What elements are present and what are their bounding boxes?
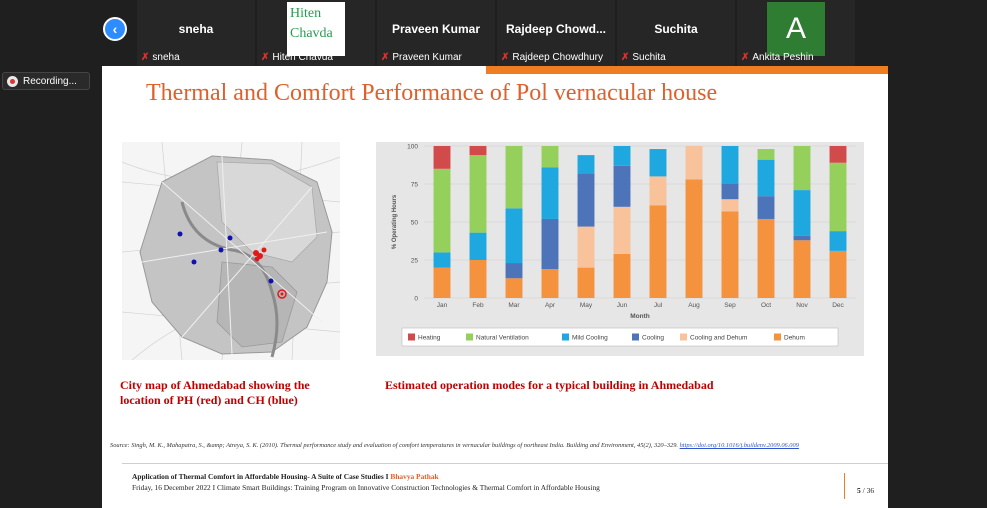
- chart-bar-segment: [758, 160, 775, 196]
- mic-muted-icon: ✗: [501, 52, 510, 63]
- chart-bar-segment: [614, 166, 631, 207]
- footer-separator: I: [385, 472, 389, 481]
- chart-legend-swatch: [408, 334, 415, 341]
- participant-tile-suchita[interactable]: [617, 0, 735, 66]
- slide-title: Thermal and Comfort Performance of Pol vernacular house: [146, 80, 718, 106]
- recording-indicator[interactable]: [2, 72, 90, 90]
- chart-bar-segment: [578, 227, 595, 268]
- participant-label: Ankita Peshin: [752, 52, 814, 63]
- chart-bar-segment: [506, 208, 523, 263]
- chart-bar-segment: [578, 268, 595, 298]
- chart-bar-segment: [830, 251, 847, 298]
- chart-caption: Estimated operation modes for a typical building in Ahmedabad: [385, 378, 714, 392]
- participant-name: sneha: [178, 22, 214, 36]
- chart-x-tick-label: Oct: [760, 302, 772, 309]
- chart-legend-label: Cooling: [642, 334, 665, 342]
- chart-x-tick-label: Jul: [653, 302, 663, 309]
- chart-bar-segment: [722, 211, 739, 298]
- participant-label: sneha: [152, 52, 180, 63]
- participant-tile-ankita[interactable]: [737, 0, 855, 66]
- participant-strip: [0, 0, 987, 66]
- chart-bar-segment: [434, 268, 451, 298]
- footer-event-line: [132, 483, 600, 492]
- slide-accent-bar: [486, 66, 888, 74]
- chart-bar-segment: [686, 179, 703, 298]
- chart-bar-segment: [758, 196, 775, 219]
- chart-y-tick-label: 25: [410, 257, 418, 265]
- chart-x-tick-label: Sep: [724, 302, 736, 309]
- page-current: 5: [857, 486, 861, 495]
- chart-bar-segment: [722, 199, 739, 211]
- ahmedabad-map-image: [122, 142, 340, 360]
- chart-bar-segment: [578, 155, 595, 173]
- shared-slide: [102, 66, 888, 508]
- footer-event: Climate Smart Buildings: Training Program on Innovative Construction Technologies & Thermal Comfort in Affordable Housing: [216, 483, 600, 492]
- chart-x-tick-label: Dec: [832, 302, 844, 309]
- chart-bar-segment: [794, 236, 811, 241]
- footer-page-divider: [844, 473, 845, 499]
- chart-bar-segment: [506, 263, 523, 278]
- map-caption: City map of Ahmedabad showing the location of PH (red) and CH (blue): [120, 378, 310, 407]
- avatar: A: [767, 2, 825, 56]
- chart-bar-segment: [614, 146, 631, 166]
- chart-bar-segment: [434, 252, 451, 267]
- footer-date: Friday, 16 December 2022: [132, 483, 211, 492]
- chart-legend: [402, 328, 838, 346]
- chart-legend-label: Mild Cooling: [572, 334, 608, 342]
- chart-bar-segment: [542, 167, 559, 219]
- chart-y-tick-label: 50: [410, 219, 418, 227]
- chart-bar-segment: [722, 146, 739, 184]
- chart-bar-segment: [542, 146, 559, 167]
- participant-tile-rajdeep[interactable]: [497, 0, 615, 66]
- chart-bar-segment: [434, 146, 451, 169]
- chart-bar-segment: [830, 231, 847, 251]
- chart-bar-segment: [506, 278, 523, 298]
- chart-bar-segment: [470, 233, 487, 260]
- chart-bar-segment: [506, 146, 523, 208]
- footer-author: Bhavya Pathak: [390, 472, 439, 481]
- chart-legend-swatch: [774, 334, 781, 341]
- chart-bar-segment: [470, 146, 487, 155]
- chart-bar-segment: [758, 149, 775, 160]
- footer-title: Application of Thermal Comfort in Affordable Housing- A Suite of Case Studies: [132, 472, 384, 481]
- participant-name: Suchita: [654, 22, 698, 36]
- recording-label: Recording...: [23, 75, 77, 87]
- chart-legend-swatch: [466, 334, 473, 341]
- chart-legend-swatch: [632, 334, 639, 341]
- footer-separator-2: I: [212, 483, 216, 492]
- chart-bar-segment: [542, 219, 559, 269]
- chart-y-axis-label: % Operating Hours: [392, 194, 398, 250]
- chart-bar-segment: [470, 260, 487, 298]
- participant-label: Hiten Chavda: [272, 52, 333, 63]
- page-number: [857, 486, 874, 495]
- chart-bar-segment: [542, 269, 559, 298]
- chart-legend-swatch: [680, 334, 687, 341]
- chart-x-tick-label: Jan: [436, 302, 448, 309]
- chart-bar-segment: [794, 240, 811, 298]
- participant-tile-praveen[interactable]: [377, 0, 495, 66]
- chart-y-tick-label: 100: [407, 143, 418, 151]
- chart-y-tick-label: 75: [410, 181, 418, 189]
- source-text: Source: Singh, M. K., Mahapatra, S., &amp; Atreya, S. K. (2010). Thermal performance study and evaluation of comfort temperatures in vernacular buildings of northeast India. Building and Environment, 45(2), 320–329.: [110, 442, 678, 449]
- chart-x-tick-label: Nov: [796, 302, 808, 309]
- participant-name: Rajdeep Chowd...: [505, 22, 606, 36]
- footer-title-line: [132, 472, 439, 481]
- participant-tile-hiten[interactable]: [257, 0, 375, 66]
- chart-x-tick-label: Mar: [508, 302, 520, 309]
- participant-label: Rajdeep Chowdhury: [512, 52, 604, 63]
- chart-bar-segment: [650, 205, 667, 298]
- chart-bar-segment: [650, 176, 667, 205]
- chart-bar-segment: [614, 207, 631, 254]
- chart-x-tick-label: Aug: [688, 302, 700, 309]
- participant-tile-sneha[interactable]: [137, 0, 255, 66]
- chart-x-tick-label: Feb: [472, 302, 484, 309]
- chart-y-tick-label: 0: [414, 295, 418, 303]
- mic-muted-icon: ✗: [741, 52, 750, 63]
- chart-legend-swatch: [562, 334, 569, 341]
- participant-label: Suchita: [632, 52, 666, 63]
- participant-label: Praveen Kumar: [392, 52, 462, 63]
- chart-bar-segment: [470, 155, 487, 233]
- mic-muted-icon: ✗: [261, 52, 270, 63]
- chart-bar-segment: [830, 146, 847, 163]
- participant-name: Praveen Kumar: [391, 22, 481, 36]
- chart-bar-segment: [830, 163, 847, 231]
- chart-legend-label: Cooling and Dehum: [690, 334, 748, 342]
- mic-muted-icon: ✗: [381, 52, 390, 63]
- mic-muted-icon: ✗: [141, 52, 150, 63]
- record-icon: [7, 76, 18, 87]
- chart-bar-segment: [650, 149, 667, 176]
- source-citation: [110, 441, 880, 450]
- chart-x-tick-label: Jun: [616, 302, 628, 309]
- chart-bar-segment: [686, 146, 703, 179]
- chart-legend-label: Natural Ventilation: [476, 334, 529, 342]
- chart-bar-segment: [434, 169, 451, 253]
- chart-bar-segment: [758, 219, 775, 298]
- chart-bar-segment: [578, 173, 595, 226]
- chart-x-axis-label: Month: [630, 313, 650, 320]
- chart-legend-label: Heating: [418, 334, 441, 342]
- chart-bar-segment: [614, 254, 631, 298]
- chart-bar-segment: [722, 184, 739, 199]
- participant-video: Hiten Chavda: [287, 2, 345, 56]
- mic-muted-icon: ✗: [621, 52, 630, 63]
- chart-bar-segment: [794, 190, 811, 236]
- chart-x-tick-label: May: [579, 302, 593, 309]
- source-doi-link[interactable]: https://doi.org/10.1016/j.buildenv.2009.06.009: [679, 442, 799, 449]
- page-total: / 36: [862, 486, 875, 495]
- chart-x-tick-label: Apr: [544, 302, 556, 309]
- chart-legend-label: Dehum: [784, 334, 805, 342]
- operation-modes-chart: [376, 142, 864, 356]
- chart-bar-segment: [794, 146, 811, 190]
- back-arrow-icon[interactable]: ‹: [103, 17, 127, 41]
- footer-divider: [122, 463, 888, 464]
